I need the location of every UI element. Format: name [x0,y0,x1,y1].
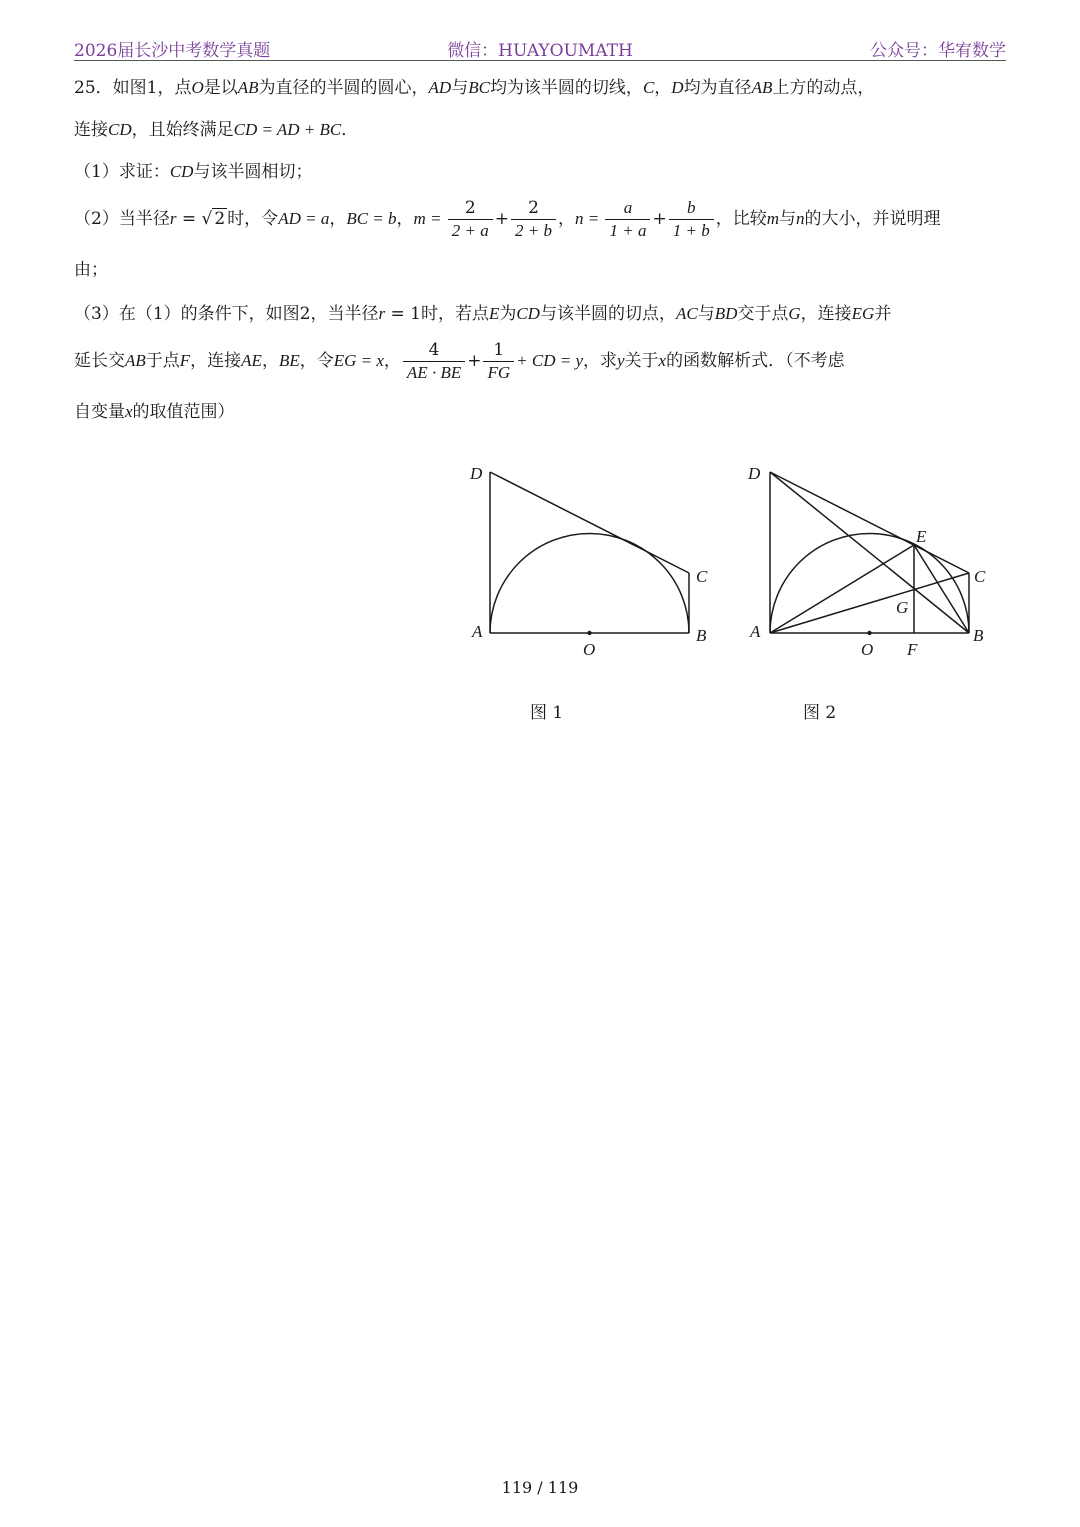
numerator: 4 [428,340,440,360]
text: 与 [778,209,796,229]
math: x [658,351,667,370]
math: BE [278,351,300,370]
text: 的大小，并说明理 [804,209,941,229]
semicircle [490,534,689,634]
text: （3）在（1）的条件下，如图2，当半径 [74,304,379,324]
text: 与 [697,304,715,324]
math: D [671,78,684,97]
text: = [176,209,202,229]
math: BC = b [346,209,397,228]
text: ，令 [299,351,334,371]
math: F [179,351,191,370]
text: ，求 [583,351,617,371]
math: E [488,304,500,323]
fraction [605,197,650,242]
fraction [403,339,465,384]
denominator: 1 + a [605,219,650,242]
sqrt: √ 2 [201,209,226,229]
math: AB [751,78,773,97]
segment-AE [770,545,914,633]
text: 与该半圆相切； [193,162,313,182]
numerator: 2 [464,198,476,218]
math: AB [237,78,259,97]
text: 时，若点 [420,304,489,324]
math: y [617,351,625,370]
text: ， [558,209,575,229]
text: 上方的动点， [772,78,875,98]
page-header [74,30,1006,61]
problem-line-2 [74,118,1006,142]
text: ， [383,351,401,371]
numerator: 2 [528,198,539,218]
plus: + [652,209,667,229]
math: CD [516,304,540,323]
label-C: C [974,567,986,586]
math: + CD = y [516,351,583,370]
figure-2-caption: 图 2 [803,703,837,723]
label-D: D [748,464,761,483]
problem-line-1 [74,76,1006,100]
label-F: F [907,640,918,659]
text: 自变量 [74,402,125,422]
header-left: 2026届长沙中考数学真题 [74,41,271,61]
text: 的函数解析式．（不考虑 [666,351,845,371]
math: CD [108,120,132,139]
figure-1-caption: 图 1 [530,703,564,723]
text: 并 [874,304,892,324]
math: EG = x [333,351,384,370]
label-D: D [470,464,483,483]
denominator: 2 + a [448,219,493,242]
text: 为 [499,304,517,324]
part-2 [74,196,1006,242]
numerator: b [686,198,696,217]
part-3-line-3 [74,400,1006,424]
text: ， [329,209,347,229]
math: n [795,209,805,228]
text: （1）求证： [74,162,170,182]
segment-DC [490,472,689,573]
text: 与 [451,78,469,98]
text: 由； [74,260,108,280]
denominator: 2 + b [511,219,556,242]
text: 连接 [74,120,108,140]
text: 如图1，点 [112,78,192,98]
math: r [378,304,386,323]
label-O: O [861,640,874,659]
text: 与该半圆的切点， [539,304,676,324]
math: AD [428,78,452,97]
header-right: 公众号：华宥数学 [870,41,1006,61]
problem-number: 25． [74,78,113,98]
numerator: 1 [493,340,505,360]
part-3-line-2 [74,338,1006,384]
math: BC [468,78,490,97]
denominator: AE · BE [403,361,465,384]
math: n = [575,209,604,228]
label-O: O [583,640,596,659]
numerator: a [623,198,633,217]
text: 均为直径 [683,78,752,98]
text: 关于 [624,351,659,371]
label-B: B [696,626,707,645]
part-2-cont [74,258,1006,282]
part-1 [74,160,1006,184]
text: 的取值范围） [132,402,235,422]
fraction [448,197,493,242]
center-point [867,631,871,635]
page-number: 119 / 119 [501,1478,579,1497]
text: 交于点 [737,304,789,324]
math: AC [675,304,698,323]
label-G: G [896,598,909,617]
text: 均为该半圆的切线， [489,78,643,98]
segment-BE [914,545,969,633]
label-B: B [973,626,984,645]
text: ，比较 [715,209,767,229]
math: AE [241,351,262,370]
math: CD [169,162,194,181]
text: 延长交 [74,351,125,371]
label-E: E [916,527,927,546]
math: r [169,209,177,228]
math: AB [125,351,146,370]
semicircle [770,534,969,634]
text: ，连接 [190,351,242,371]
radicand: 2 [214,209,226,229]
text: ，连接 [800,304,852,324]
math: AD = a [278,209,330,228]
segment-BD [770,472,969,633]
math: G [788,304,801,323]
plus: + [494,209,510,229]
text: ， [261,351,279,371]
label-A: A [750,622,761,641]
math: m [766,209,779,228]
label-C: C [696,567,708,586]
text: ， [396,209,414,229]
fraction [669,197,714,242]
center-point [587,631,591,635]
math: CD = AD + BC [233,120,342,139]
text: 于点 [145,351,180,371]
fraction [483,339,514,384]
text: （2）当半径 [74,209,170,229]
figure-2 [740,455,1000,670]
segment-DC [770,472,969,573]
text: 为直径的半圆的圆心， [258,78,429,98]
text: ， [654,78,672,98]
denominator: 1 + b [669,219,714,242]
denominator: FG [483,361,514,384]
text: ． [341,120,359,140]
part-3-line-1 [74,302,1006,326]
math: EG [851,304,875,323]
math: m = [413,209,446,228]
math: BD [714,304,738,323]
math: C [642,78,655,97]
figure-1 [460,455,720,670]
header-center: 微信：HUAYOUMATH [447,41,633,61]
text: ，且始终满足 [131,120,234,140]
fraction [511,197,556,242]
math: x [125,402,133,421]
plus: + [467,351,482,371]
text: = 1 [385,304,421,324]
label-A: A [472,622,483,641]
segment-AC [770,573,969,633]
math: O [191,78,204,97]
text: 是以 [203,78,238,98]
text: 时，令 [227,209,279,229]
